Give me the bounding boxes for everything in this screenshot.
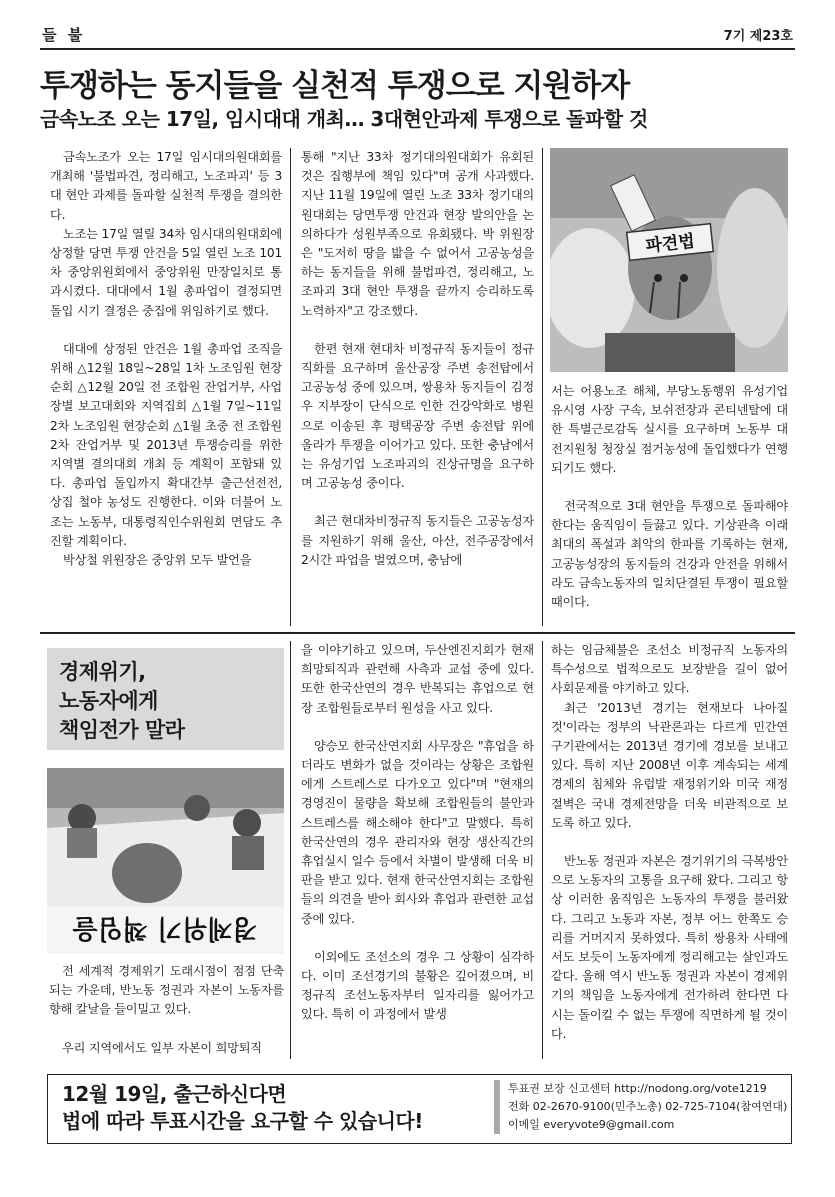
paragraph: 박상철 위원장은 중앙위 모두 발언을 — [63, 553, 252, 568]
contact-line: 투표권 보장 신고센터 http://nodong.org/vote1219 — [508, 1082, 767, 1095]
vote-banner-line: 12월 19일, 출근하신다면 — [62, 1082, 287, 1106]
contact-line: 전화 02-2670-9100(민주노총) 02-725-7104(참여연대) — [508, 1100, 788, 1113]
sidebar-title — [59, 658, 185, 745]
paragraph: 을 이야기하고 있으며, 두산엔진지회가 현재 희망퇴직과 관련해 사측과 교섭 중에 있다. 또한 한국산연의 경우 반복되는 휴업으로 현장 조합원들로부터 원성을 사고 있다. — [301, 643, 534, 715]
vote-banner-contact — [494, 1080, 798, 1134]
paragraph: 양승모 한국산연지회 사무장은 "휴업을 하더라도 변화가 없을 것이라는 상황은 조합원에게 스트레스로 다가오고 있다"며 "현재의 경영진이 물량을 확보해 조합원들의 불안과 스트레스를 해소해야 한다"고 말했다. 특히 한국산연의 경우 관리자와 현장 생산직간의 휴업실시 일수 등에서 차별이 발생해 더욱 비판을 받고 있다. 현재 한국산연지회는 조합원들의 의견을 받아 회사와 휴업과 관련한 교섭 중에 있다. — [301, 738, 534, 926]
paragraph: 통해 "지난 33차 정기대의원대회가 유회된 것은 집행부에 책임 있다"며 공개 사과했다. 지난 11월 19일에 열린 노조 33차 정기대의원대회는 당면투쟁 안건과 현장 발의안을 논의하다가 성원부족으로 유회됐다. 박 위원장은 "도저히 땅을 밟을 수 없어서 고공농성을 하는 동지들을 위해 불법파견, 정리해고, 노조파괴 3대 현안 투쟁을 끝까지 승리하도록 노력하자"고 강조했다. — [301, 150, 534, 318]
article-column-6 — [551, 641, 788, 1044]
article-column-1 — [50, 148, 282, 570]
vote-banner-message — [62, 1081, 423, 1135]
paragraph: 전국적으로 3대 현안을 투쟁으로 돌파해야 한다는 움직임이 들끓고 있다. 기상관측 이래 최대의 폭설과 최악의 한파를 기록하는 현재, 고공농성장의 동지들의 건강과 안전을 위해서라도 금속노동자의 일치단결된 투쟁이 필요할 때이다. — [551, 499, 788, 610]
banner-painting-image — [47, 768, 284, 954]
column-divider — [542, 148, 543, 626]
column-divider — [542, 641, 543, 1059]
paragraph: 반노동 정권과 자본은 경기위기의 극복방안으로 노동자의 고통을 요구해 왔다. 그리고 항상 이러한 움직임은 노동자의 투쟁을 불러왔다. 그리고 노동과 자본, 정부 어느 한쪽도 승리를 거머지지 못하였다. 특히 쌍용차 사태에서도 보듯이 노동자에게 정리해고는 살인과도 같다. 올해 역시 반노동 정권과 자본이 경제위기의 책임을 노동자에게 전가하려 한다면 다시는 돌이킬 수 없는 투쟁에 직면하게 될 것이다. — [551, 854, 788, 1041]
sidebar-text — [49, 962, 284, 1058]
paragraph: 한편 현재 현대차 비정규직 동지들이 정규직화를 요구하며 울산공장 주변 송전탑에서 고공농성 중에 있으며, 쌍용차 동지들이 김정우 지부장이 단식으로 인한 건강악화로 병원으로 이송된 후 평택공장 주변 송전탑 위에 올라가 투쟁을 이어가고 있다. 또한 충남에서는 유성기업 노조파괴의 진상규명을 요구하며 고공농성 중이다. — [301, 341, 534, 491]
article-column-5 — [301, 641, 534, 1025]
painted-banner-text: 경제위기 책임을 — [72, 913, 258, 943]
page-header — [40, 22, 795, 50]
paragraph: 이외에도 조선소의 경우 그 상황이 심각하다. 이미 조선경기의 불황은 깊어졌으며, 비정규직 조선노동자부터 일자리를 잃어가고 있다. 특히 이 과정에서 발생 — [301, 949, 534, 1022]
article-column-2 — [301, 148, 534, 570]
publication-name: 들 불 — [42, 26, 86, 44]
column-divider — [290, 148, 291, 626]
headline: 투쟁하는 동지들을 실천적 투쟁으로 지원하자 — [40, 68, 630, 104]
vote-banner-line: 법에 따라 투표시간을 요구할 수 있습니다! — [62, 1109, 423, 1133]
article-column-3 — [551, 382, 788, 612]
paragraph: 노조는 17일 열릴 34차 임시대의원대회에 상정할 당면 투쟁 안건을 5일 열린 노조 101차 중앙위원회에서 중앙위원 만장일치로 통과시켰다. 대대에서 1월 총파업이 결정되면 돌입 시기 결정은 중집에 위임하기로 했다. — [50, 226, 282, 318]
sign-text: 파견법 — [644, 231, 696, 257]
banner-painting-photo — [47, 768, 284, 954]
section-divider — [40, 632, 795, 634]
column-divider — [290, 641, 291, 1059]
paragraph: 대대에 상정된 안건은 1월 총파업 조직을 위해 △12월 18일~28일 1차 노조임원 현장순회 △12월 20일 전 조합원 잔업거부, 사업장별 보고대회와 지역집회 △1월 7일~11일 2차 노조임원 현장순회 △1월 초중 전 조합원 2차 잔업거부 및 2013년 투쟁승리를 위한 지역별 결의대회 개최 등 계획이 포함돼 있다. 총파업 돌입까지 확대간부 출근선전전, 상집 철야 농성도 진행한다. 이와 더불어 노조는 노동부, 대통령직인수위원회 면담도 추진할 계획이다. — [50, 341, 282, 548]
protest-photo — [550, 148, 788, 372]
issue-number: 7기 제23호 — [723, 29, 793, 44]
paragraph: 전 세계적 경제위기 도래시점이 점점 단축되는 가운데, 반노동 정권과 자본이 노동자를 향해 칼날을 들이밀고 있다. — [49, 964, 284, 1017]
contact-line: 이메일 everyvote9@gmail.com — [508, 1118, 675, 1131]
sidebar-title-box — [47, 648, 284, 750]
paragraph: 우리 지역에서도 일부 자본이 희망퇴직 — [62, 1040, 262, 1055]
paragraph: 최근 현대차비정규직 동지들은 고공농성자를 지원하기 위해 울산, 아산, 전주공장에서 2시간 파업을 벌였으며, 충남에 — [301, 514, 534, 567]
paragraph: 하는 임금체불은 조선소 비정규직 노동자의 특수성으로 법적으로도 보장받을 길이 없어 사회문제를 야기하고 있다. — [551, 643, 788, 696]
protest-photo-image — [550, 148, 788, 372]
sidebar-title-line: 경제위기, — [59, 660, 146, 684]
paragraph: 최근 '2013년 경기는 현재보다 나아질 것'이라는 정부의 낙관론과는 다르게 민간연구기관에서는 2013년 경기에 경보를 보내고 있다. 특히 지난 2008년 이후 계속되는 세계경제의 침체와 유럽발 재정위기와 미국 재정절벽은 국내 경제전망을 더욱 비관적으로 보도록 하고 있다. — [551, 700, 788, 830]
sidebar-title-line: 노동자에게 — [59, 689, 158, 713]
vote-banner — [47, 1074, 792, 1144]
subheadline: 금속노조 오는 17일, 임시대대 개최… 3대현안과제 투쟁으로 돌파할 것 — [40, 107, 648, 131]
paragraph: 서는 어용노조 해체, 부당노동행위 유성기업 유시영 사장 구속, 보쉬전장과 콘티넨탈에 대한 특별근로감독 실시를 요구하며 노동부 대전지원청 청장실 점거농성에 돌입했다가 연행되기도 했다. — [551, 384, 788, 475]
sidebar-title-line: 책임전가 말라 — [59, 718, 185, 742]
paragraph: 금속노조가 오는 17일 임시대의원대회를 개최해 '불법파견, 정리해고, 노조파괴' 등 3대 현안 과제를 돌파할 실천적 투쟁을 결의한다. — [50, 150, 282, 222]
